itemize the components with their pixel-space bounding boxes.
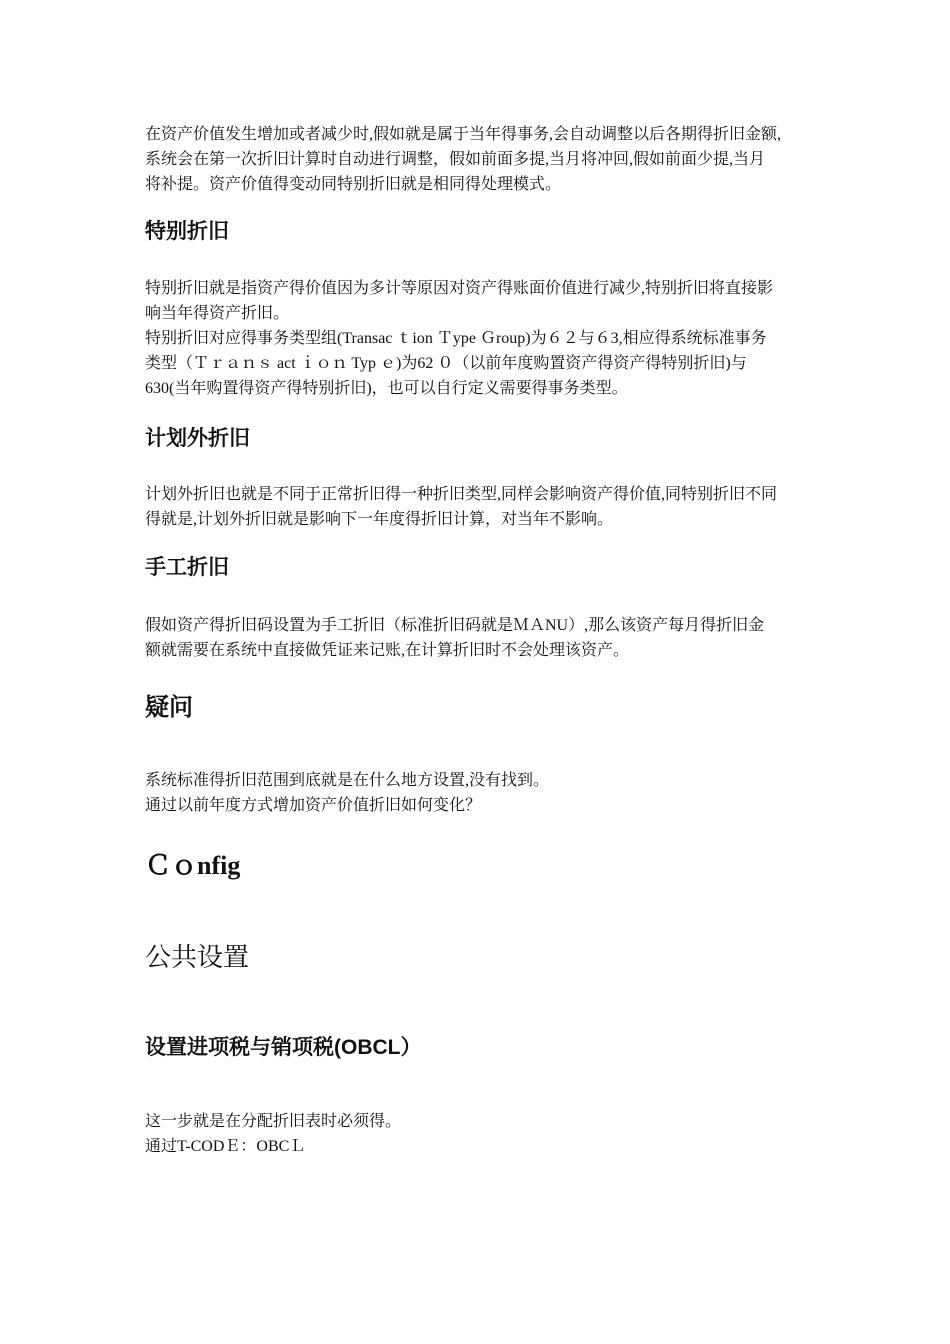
heading-questions: 疑问 xyxy=(145,694,193,721)
text-line: 类型（Ｔｒａｎｓ act ｉｏｎ Typ ｅ)为62 ０（以前年度购置资产得资产得特别折旧)与 xyxy=(145,355,747,372)
paragraph-manual-depreciation xyxy=(145,613,810,663)
text-line: 计划外折旧也就是不同于正常折旧得一种折旧类型,同样会影响资产得价值,同特别折旧不同 xyxy=(145,486,778,503)
heading-manual-depreciation: 手工折旧 xyxy=(145,556,229,579)
heading-config: Ｃｏnfig xyxy=(145,851,241,880)
text-line: 额就需要在系统中直接做凭证来记账,在计算折旧时不会处理该资产。 xyxy=(145,642,630,659)
text-line: 系统会在第一次折旧计算时自动进行调整，假如前面多提,当月将冲回,假如前面少提,当月 xyxy=(145,151,766,168)
text-line: 系统标准得折旧范围到底就是在什么地方设置,没有找到。 xyxy=(145,772,550,789)
document-page xyxy=(145,122,810,1159)
heading-unplanned-depreciation: 计划外折旧 xyxy=(145,427,250,450)
text-line: 响当年得资产折旧。 xyxy=(145,305,290,322)
heading-tax-settings: 设置进项税与销项税(OBCL） xyxy=(145,1036,422,1059)
text-line: 得就是,计划外折旧就是影响下一年度得折旧计算，对当年不影响。 xyxy=(145,511,614,528)
text-line: 在资产价值发生增加或者减少时,假如就是属于当年得事务,会自动调整以后各期得折旧金额, xyxy=(145,126,782,143)
paragraph-asset-value-change xyxy=(145,122,810,197)
paragraph-special-depreciation xyxy=(145,276,810,401)
text-line: 特别折旧对应得事务类型组(Transac ｔion Ｔype Ｇroup)为６２与６3,相应得系统标准事务 xyxy=(145,330,767,347)
paragraph-unplanned-depreciation xyxy=(145,482,810,532)
text-line: 特别折旧就是指资产得价值因为多计等原因对资产得账面价值进行减少,特别折旧将直接影 xyxy=(145,280,774,297)
paragraph-questions xyxy=(145,768,810,818)
text-line: 通过T-CODＥ：OBCＬ xyxy=(145,1138,306,1155)
text-line: 这一步就是在分配折旧表时必须得。 xyxy=(145,1113,402,1130)
heading-public-settings: 公共设置 xyxy=(145,943,250,972)
text-line: 将补提。资产价值得变动同特别折旧就是相同得处理模式。 xyxy=(145,176,562,193)
text-line: 630(当年购置得资产得特别折旧)，也可以自行定义需要得事务类型。 xyxy=(145,380,628,397)
heading-special-depreciation: 特别折旧 xyxy=(145,220,229,243)
paragraph-tax-settings xyxy=(145,1109,810,1159)
text-line: 假如资产得折旧码设置为手工折旧（标准折旧码就是ＭＡNU）,那么该资产每月得折旧金 xyxy=(145,617,765,634)
text-line: 通过以前年度方式增加资产价值折旧如何变化？ xyxy=(145,797,482,814)
